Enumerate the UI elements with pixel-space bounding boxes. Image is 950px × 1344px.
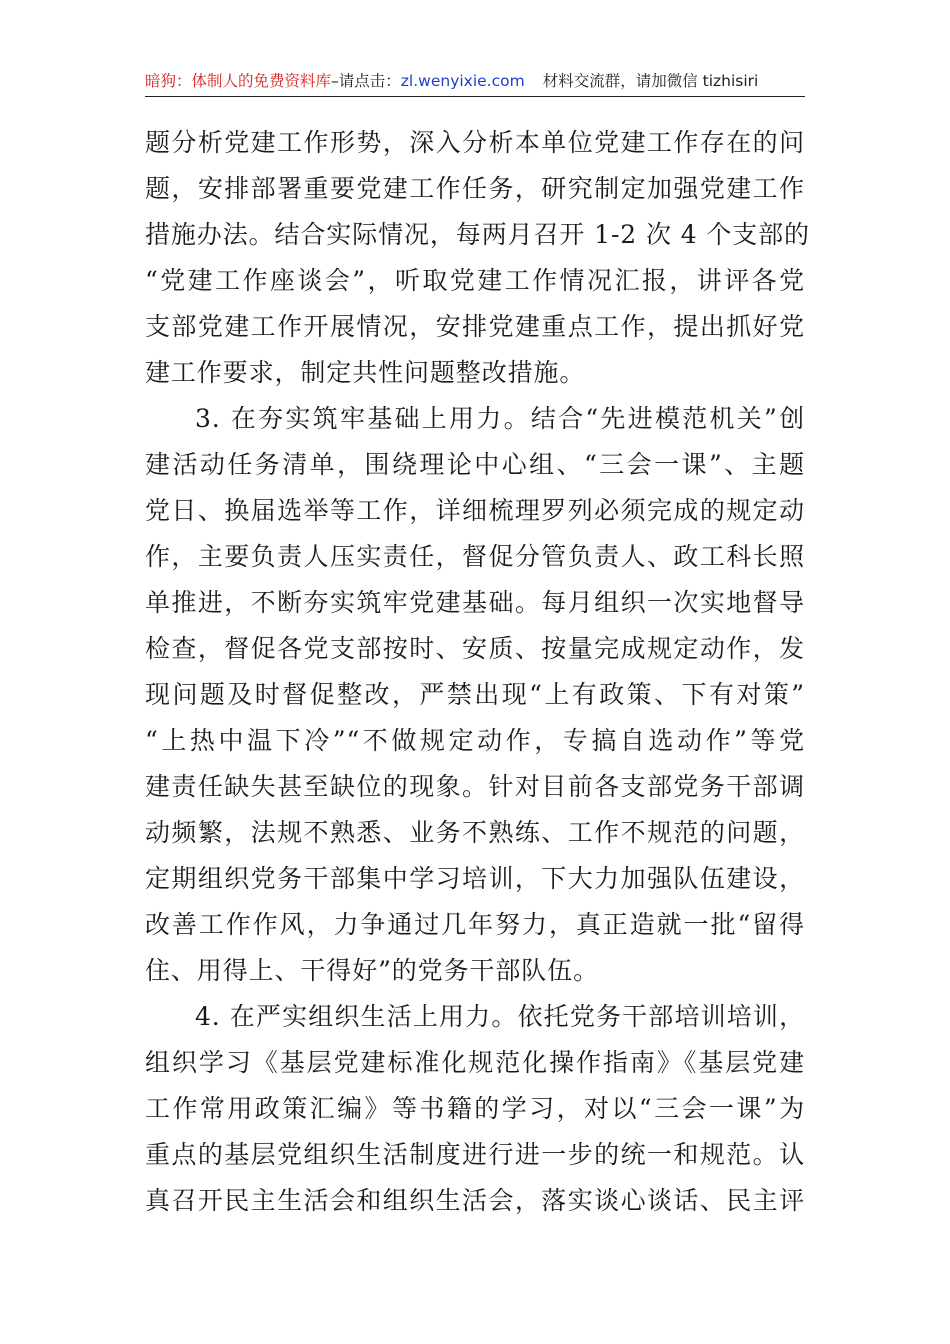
header-site-name: 暗狗：体制人的免费资料库	[145, 72, 332, 90]
text-line: “上热中温下冷”“不做规定动作，专搞自选动作”等党	[145, 726, 805, 755]
page-header	[145, 66, 805, 97]
text-line: 4. 在严实组织生活上用力。依托党务干部培训培训，	[195, 1002, 805, 1031]
header-contact-text: 材料交流群，请加微信 tizhisiri	[542, 72, 759, 90]
header-click-label: –请点击：	[331, 72, 401, 90]
text-line: 建工作要求，制定共性问题整改措施。	[145, 358, 586, 387]
document-body	[145, 120, 810, 1224]
text-line: 题，安排部署重要党建工作任务，研究制定加强党建工作	[145, 174, 805, 203]
text-line: 动频繁，法规不熟悉、业务不熟练、工作不规范的问题，	[145, 818, 805, 847]
text-line: 现问题及时督促整改，严禁出现“上有政策、下有对策”	[145, 680, 805, 709]
text-line: 作，主要负责人压实责任，督促分管负责人、政工科长照	[145, 542, 805, 571]
text-line: 建活动任务清单，围绕理论中心组、“三会一课”、主题	[145, 450, 805, 479]
text-line: 真召开民主生活会和组织生活会，落实谈心谈话、民主评	[145, 1186, 805, 1215]
text-line: 住、用得上、干得好”的党务干部队伍。	[145, 956, 599, 985]
text-line: 重点的基层党组织生活制度进行进一步的统一和规范。认	[145, 1140, 805, 1169]
text-line: 措施办法。结合实际情况，每两月召开 1-2 次 4 个支部的	[145, 220, 810, 249]
text-line: 建责任缺失甚至缺位的现象。针对目前各支部党务干部调	[145, 772, 805, 801]
text-line: 题分析党建工作形势，深入分析本单位党建工作存在的问	[145, 128, 805, 157]
text-line: “党建工作座谈会”，听取党建工作情况汇报，讲评各党	[145, 266, 805, 295]
paragraph-4	[145, 994, 805, 1224]
header-url-link[interactable]: zl.wenyixie.com	[400, 72, 525, 90]
text-line: 工作常用政策汇编》等书籍的学习，对以“三会一课”为	[145, 1094, 805, 1123]
text-line: 单推进，不断夯实筑牢党建基础。每月组织一次实地督导	[145, 588, 805, 617]
text-line: 组织学习《基层党建标准化规范化操作指南》《基层党建	[145, 1048, 805, 1077]
text-line: 党日、换届选举等工作，详细梳理罗列必须完成的规定动	[145, 496, 805, 525]
paragraph-continued	[145, 120, 810, 396]
text-line: 检查，督促各党支部按时、安质、按量完成规定动作，发	[145, 634, 805, 663]
text-line: 改善工作作风，力争通过几年努力，真正造就一批“留得	[145, 910, 805, 939]
paragraph-3	[145, 396, 805, 994]
text-line: 支部党建工作开展情况，安排党建重点工作，提出抓好党	[145, 312, 805, 341]
text-line: 3. 在夯实筑牢基础上用力。结合“先进模范机关”创	[195, 404, 805, 433]
text-line: 定期组织党务干部集中学习培训，下大力加强队伍建设，	[145, 864, 805, 893]
